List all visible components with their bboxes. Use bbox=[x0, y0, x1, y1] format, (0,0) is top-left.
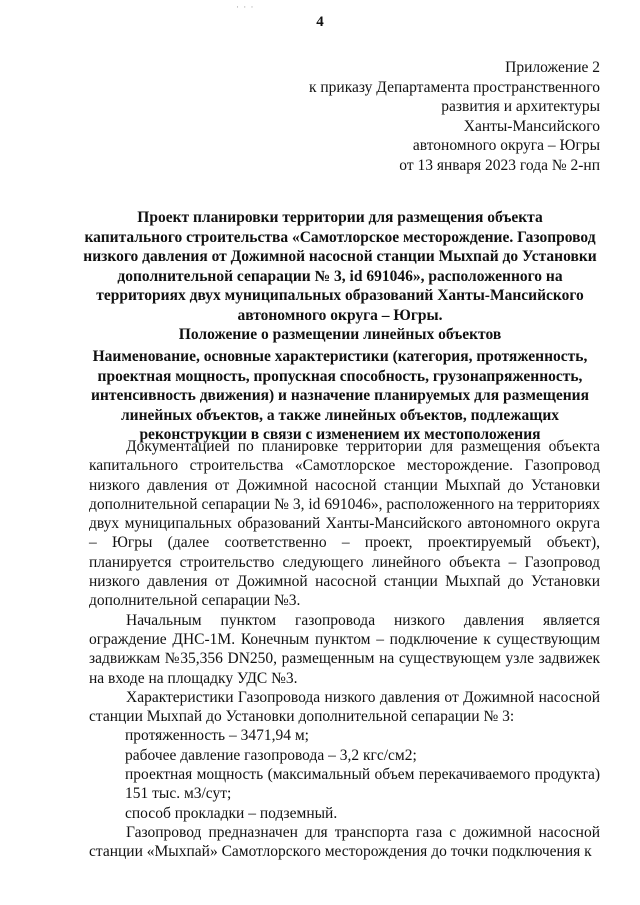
body-paragraph: Характеристики Газопровода низкого давления от Дожимной насосной станции Мыхпай до Установки дополнительной сепарации № 3: bbox=[89, 688, 600, 726]
title-line: низкого давления от Дожимной насосной станции Мыхпай до Установки bbox=[83, 248, 597, 265]
appendix-line: Приложение 2 bbox=[505, 59, 600, 76]
body-paragraph: Начальным пунктом газопровода низкого давления является ограждение ДНС-1М. Конечным пунктом – подключение к существующим задвижкам №35,356 DN250, размещенным на существующем узле задвижек на входе на площадку УДС №3. bbox=[89, 611, 600, 687]
title-line: Положение о размещении линейных объектов bbox=[178, 326, 502, 343]
characteristic-item: рабочее давление газопровода – 3,2 кгс/см2; bbox=[125, 746, 417, 764]
appendix-header bbox=[240, 58, 600, 175]
document-title bbox=[70, 208, 610, 345]
appendix-line: Ханты-Мансийского bbox=[463, 117, 600, 135]
appendix-line: развития и архитектуры bbox=[441, 98, 600, 115]
characteristic-item: способ прокладки – подземный. bbox=[125, 804, 338, 822]
characteristic-item: протяженность – 3471,94 м; bbox=[125, 727, 309, 745]
scan-artifact: · · · bbox=[236, 2, 255, 12]
characteristic-item: проектная мощность (максимальный объем перекачиваемого продукта) 151 тыс. м3/сут; bbox=[125, 766, 600, 803]
appendix-line: к приказу Департамента пространственного bbox=[308, 78, 600, 96]
appendix-line: автономного округа – Югры bbox=[412, 137, 600, 154]
heading-line: линейных объектов, а также линейных объектов, подлежащих bbox=[120, 406, 560, 424]
heading-line: проектная мощность, пропускная способность, грузонапряженность, bbox=[97, 367, 583, 385]
title-line: автономного округа – Югры. bbox=[237, 306, 443, 324]
heading-line: интенсивность движения) и назначение планируемых для размещения bbox=[91, 387, 589, 404]
body-paragraph: Газопровод предназначен для транспорта газа с дожимной насосной станции «Мыхпай» Самотлорского месторождения до точки подключения к bbox=[89, 823, 600, 861]
section-heading bbox=[80, 347, 600, 445]
body-paragraph: Документацией по планировке территории для размещения объекта капитального строительства «Самотлорское месторождение. Газопровод низкого давления от Дожимной насосной станции Мыхпай до Установки дополнительной сепарации № 3, id 691046», расположенного на территориях двух муниципальных образований Ханты-Мансийского автономного округа – Югры (далее соответственно – проект, проектируемый объект), планируется строительство следующего линейного объекта – Газопровод низкого давления от Дожимной насосной станции Мыхпай до Установки дополнительной сепарации №3. bbox=[89, 438, 600, 610]
document-body bbox=[89, 437, 600, 862]
heading-line: Наименование, основные характеристики (категория, протяженность, bbox=[92, 348, 588, 365]
heading-line: реконструкции в связи с изменением их местоположения bbox=[139, 426, 541, 443]
appendix-line: от 13 января 2023 года № 2-нп bbox=[399, 156, 600, 174]
title-line: Проект планировки территории для размещения объекта bbox=[137, 209, 543, 226]
title-line: дополнительной сепарации № 3, id 691046», расположенного на bbox=[117, 267, 563, 285]
page-number: 4 bbox=[316, 14, 324, 30]
title-line: капитального строительства «Самотлорское месторождение. Газопровод bbox=[84, 228, 596, 246]
title-line: территориях двух муниципальных образований Ханты-Мансийского bbox=[96, 287, 584, 304]
